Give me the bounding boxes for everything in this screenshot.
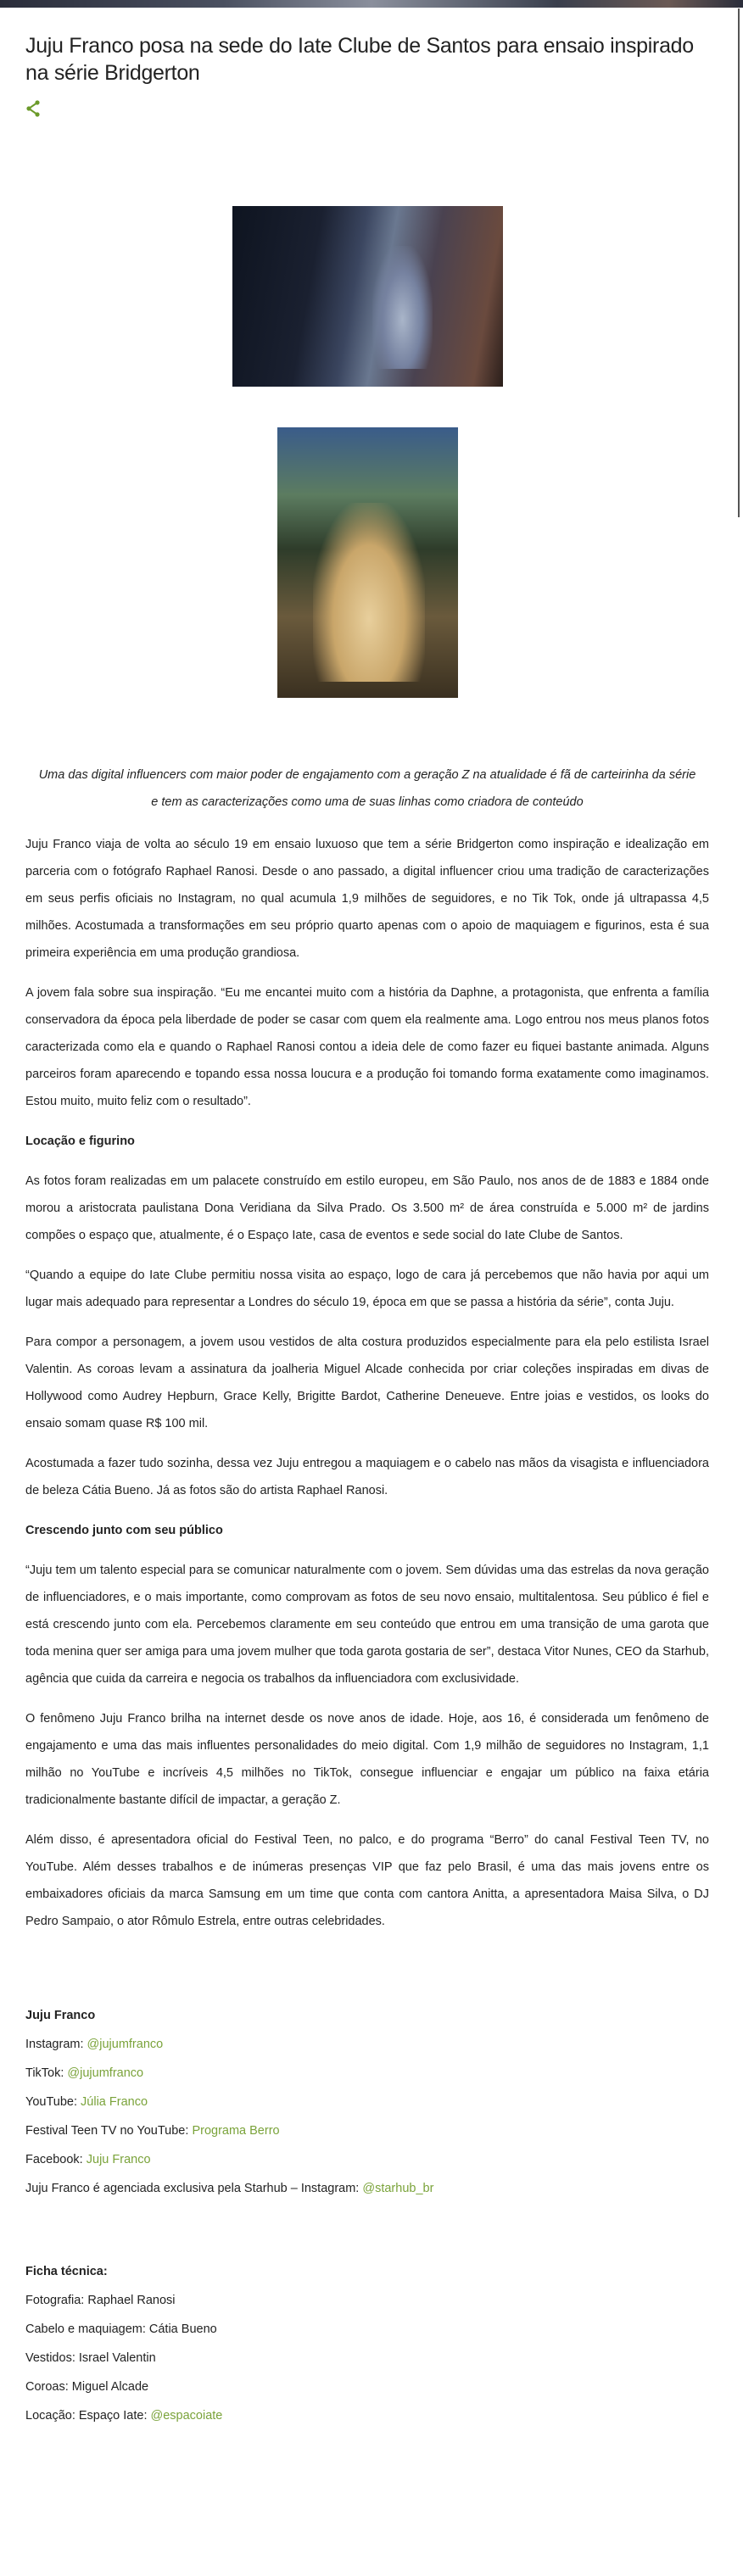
credits-heading: Ficha técnica:	[25, 2265, 108, 2278]
tiktok-link[interactable]: @jujumfranco	[67, 2066, 144, 2080]
paragraph: Além disso, é apresentadora oficial do Festival Teen, no palco, e do programa “Berro” do canal Festival Teen TV, no YouTube. Além desses trabalhos e de inúmeras presenças VIP que faz pelo Brasil, é uma das mais jovens entre os embaixadores oficiais da marca Samsung em um time que conta com cantora Anitta, a apresentadora Maisa Silva, o DJ Pedro Sampaio, o ator Rômulo Estrela, entre outras celebridades.	[25, 1833, 709, 1928]
paragraph: “Quando a equipe do Iate Clube permitiu nossa visita ao espaço, logo de cara já percebemos que não havia por aqui um lugar mais adequado para representar a Londres do século 19, época em que se passa a história da série”, conta Juju.	[25, 1268, 709, 1309]
starhub-link[interactable]: @starhub_br	[362, 2182, 434, 2195]
image-caption: Uma das digital influencers com maior poder de engajamento com a geração Z na atualidade é fã de carteirinha da série e tem as caracterizações como uma de suas linhas como criadora de conteúdo	[38, 768, 696, 809]
photo-staircase	[232, 206, 503, 387]
credit-item: Cabelo e maquiagem: Cátia Bueno	[25, 2322, 217, 2336]
share-icon	[25, 106, 41, 120]
profile-youtube: YouTube: Júlia Franco	[25, 2095, 148, 2109]
youtube-link[interactable]: Júlia Franco	[81, 2095, 148, 2109]
paragraph: Juju Franco viaja de volta ao século 19 em ensaio luxuoso que tem a série Bridgerton como inspiração e idealização em parceria com o fotógrafo Raphael Ranosi. Desde o ano passado, a digital influencer criou uma tradição de caracterizações em seus perfis oficiais no Instagram, no qual acumula 1,9 milhões de seguidores, e no Tik Tok, onde já ultrapassa 4,5 milhões. Acostumada a transformações em seu próprio quarto apenas com o apoio de maquiagem e figurinos, esta é sua primeira experiência em uma produção grandiosa.	[25, 838, 709, 960]
top-banner-strip	[0, 0, 743, 8]
paragraph: Para compor a personagem, a jovem usou vestidos de alta costura produzidos especialmente para ela pelo estilista Israel Valentin. As coroas levam a assinatura da joalheria Miguel Alcade conhecida por criar coleções inspiradas em divas de Hollywood como Audrey Hepburn, Grace Kelly, Brigitte Bardot, Catherine Deneueve. Entre joias e vestidos, os looks do ensaio somam quase R$ 100 mil.	[25, 1335, 709, 1430]
section-heading: Crescendo junto com seu público	[25, 1524, 223, 1537]
profile-festival-teen: Festival Teen TV no YouTube: Programa Berro	[25, 2124, 280, 2138]
credit-item: Coroas: Miguel Alcade	[25, 2380, 149, 2394]
paragraph: As fotos foram realizadas em um palacete construído em estilo europeu, em São Paulo, nos anos de de 1883 e 1884 onde morou a aristocrata paulistana Dona Veridiana da Silva Prado. Os 3.500 m² de área construída e 5.000 m² de jardins compões o espaço que, atualmente, é o Espaço Iate, casa de eventos e sede social do Iate Clube de Santos.	[25, 1174, 709, 1242]
paragraph: O fenômeno Juju Franco brilha na internet desde os nove anos de idade. Hoje, aos 16, é considerada um fenômeno de engajamento e uma das mais influentes personalidades do meio digital. Com 1,9 milhão de seguidores no Instagram, 1,1 milhão no YouTube e incríveis 4,5 milhões no TikTok, consegue influenciar e engajar um público na faixa etária tradicionalmente bastante difícil de impactar, a geração Z.	[25, 1712, 709, 1807]
instagram-link[interactable]: @jujumfranco	[87, 2038, 164, 2051]
facebook-link[interactable]: Juju Franco	[86, 2153, 151, 2166]
espacoiate-link[interactable]: @espacoiate	[150, 2409, 223, 2423]
paragraph: Acostumada a fazer tudo sozinha, dessa vez Juju entregou a maquiagem e o cabelo nas mãos da visagista e influenciadora de beleza Cátia Bueno. Já as fotos são do artista Raphael Ranosi.	[25, 1457, 709, 1497]
scrollbar[interactable]	[738, 8, 740, 517]
programa-berro-link[interactable]: Programa Berro	[192, 2124, 280, 2138]
photo-garden	[277, 427, 458, 698]
credit-location: Locação: Espaço Iate: @espacoiate	[25, 2409, 223, 2423]
credit-item: Fotografia: Raphael Ranosi	[25, 2294, 176, 2307]
profile-tiktok: TikTok: @jujumfranco	[25, 2066, 144, 2080]
profile-facebook: Facebook: Juju Franco	[25, 2153, 151, 2166]
section-heading: Locação e figurino	[25, 1135, 135, 1148]
profile-heading: Juju Franco	[25, 2009, 96, 2022]
credit-item: Vestidos: Israel Valentin	[25, 2351, 156, 2365]
article	[25, 32, 709, 2431]
paragraph: A jovem fala sobre sua inspiração. “Eu me encantei muito com a história da Daphne, a protagonista, que enfrenta a família conservadora da época pela liberdade de poder se casar com quem ela realmente ama. Logo entrou nos meus planos fotos caracterizada como ela e quando o Raphael Ranosi contou a ideia dele de como fazer eu fiquei bastante animada. Alguns parceiros foram aparecendo e topando essa nossa loucura e a produção foi tomando forma exatamente como imaginamos. Estou muito, muito feliz com o resultado”.	[25, 986, 709, 1108]
paragraph: “Juju tem um talento especial para se comunicar naturalmente com o jovem. Sem dúvidas uma das estrelas da nova geração de influenciadores, e o mais importante, como comprovam as fotos de seu novo ensaio, multitalentosa. Seu público é fiel e está crescendo junto com ela. Percebemos claramente em seu conteúdo que entrou em uma transição de uma garota que toda menina quer ser amiga para uma jovem mulher que toda garota gostaria de ser”, destaca Vitor Nunes, CEO da Starhub, agência que cuida da carreira e negocia os trabalhos da influenciadora com exclusividade.	[25, 1564, 709, 1686]
profile-instagram: Instagram: @jujumfranco	[25, 2038, 164, 2051]
article-title: Juju Franco posa na sede do Iate Clube de Santos para ensaio inspirado na série Bridgerton	[25, 34, 694, 85]
profile-agency: Juju Franco é agenciada exclusiva pela Starhub – Instagram: @starhub_br	[25, 2182, 434, 2195]
share-button[interactable]	[25, 100, 41, 121]
